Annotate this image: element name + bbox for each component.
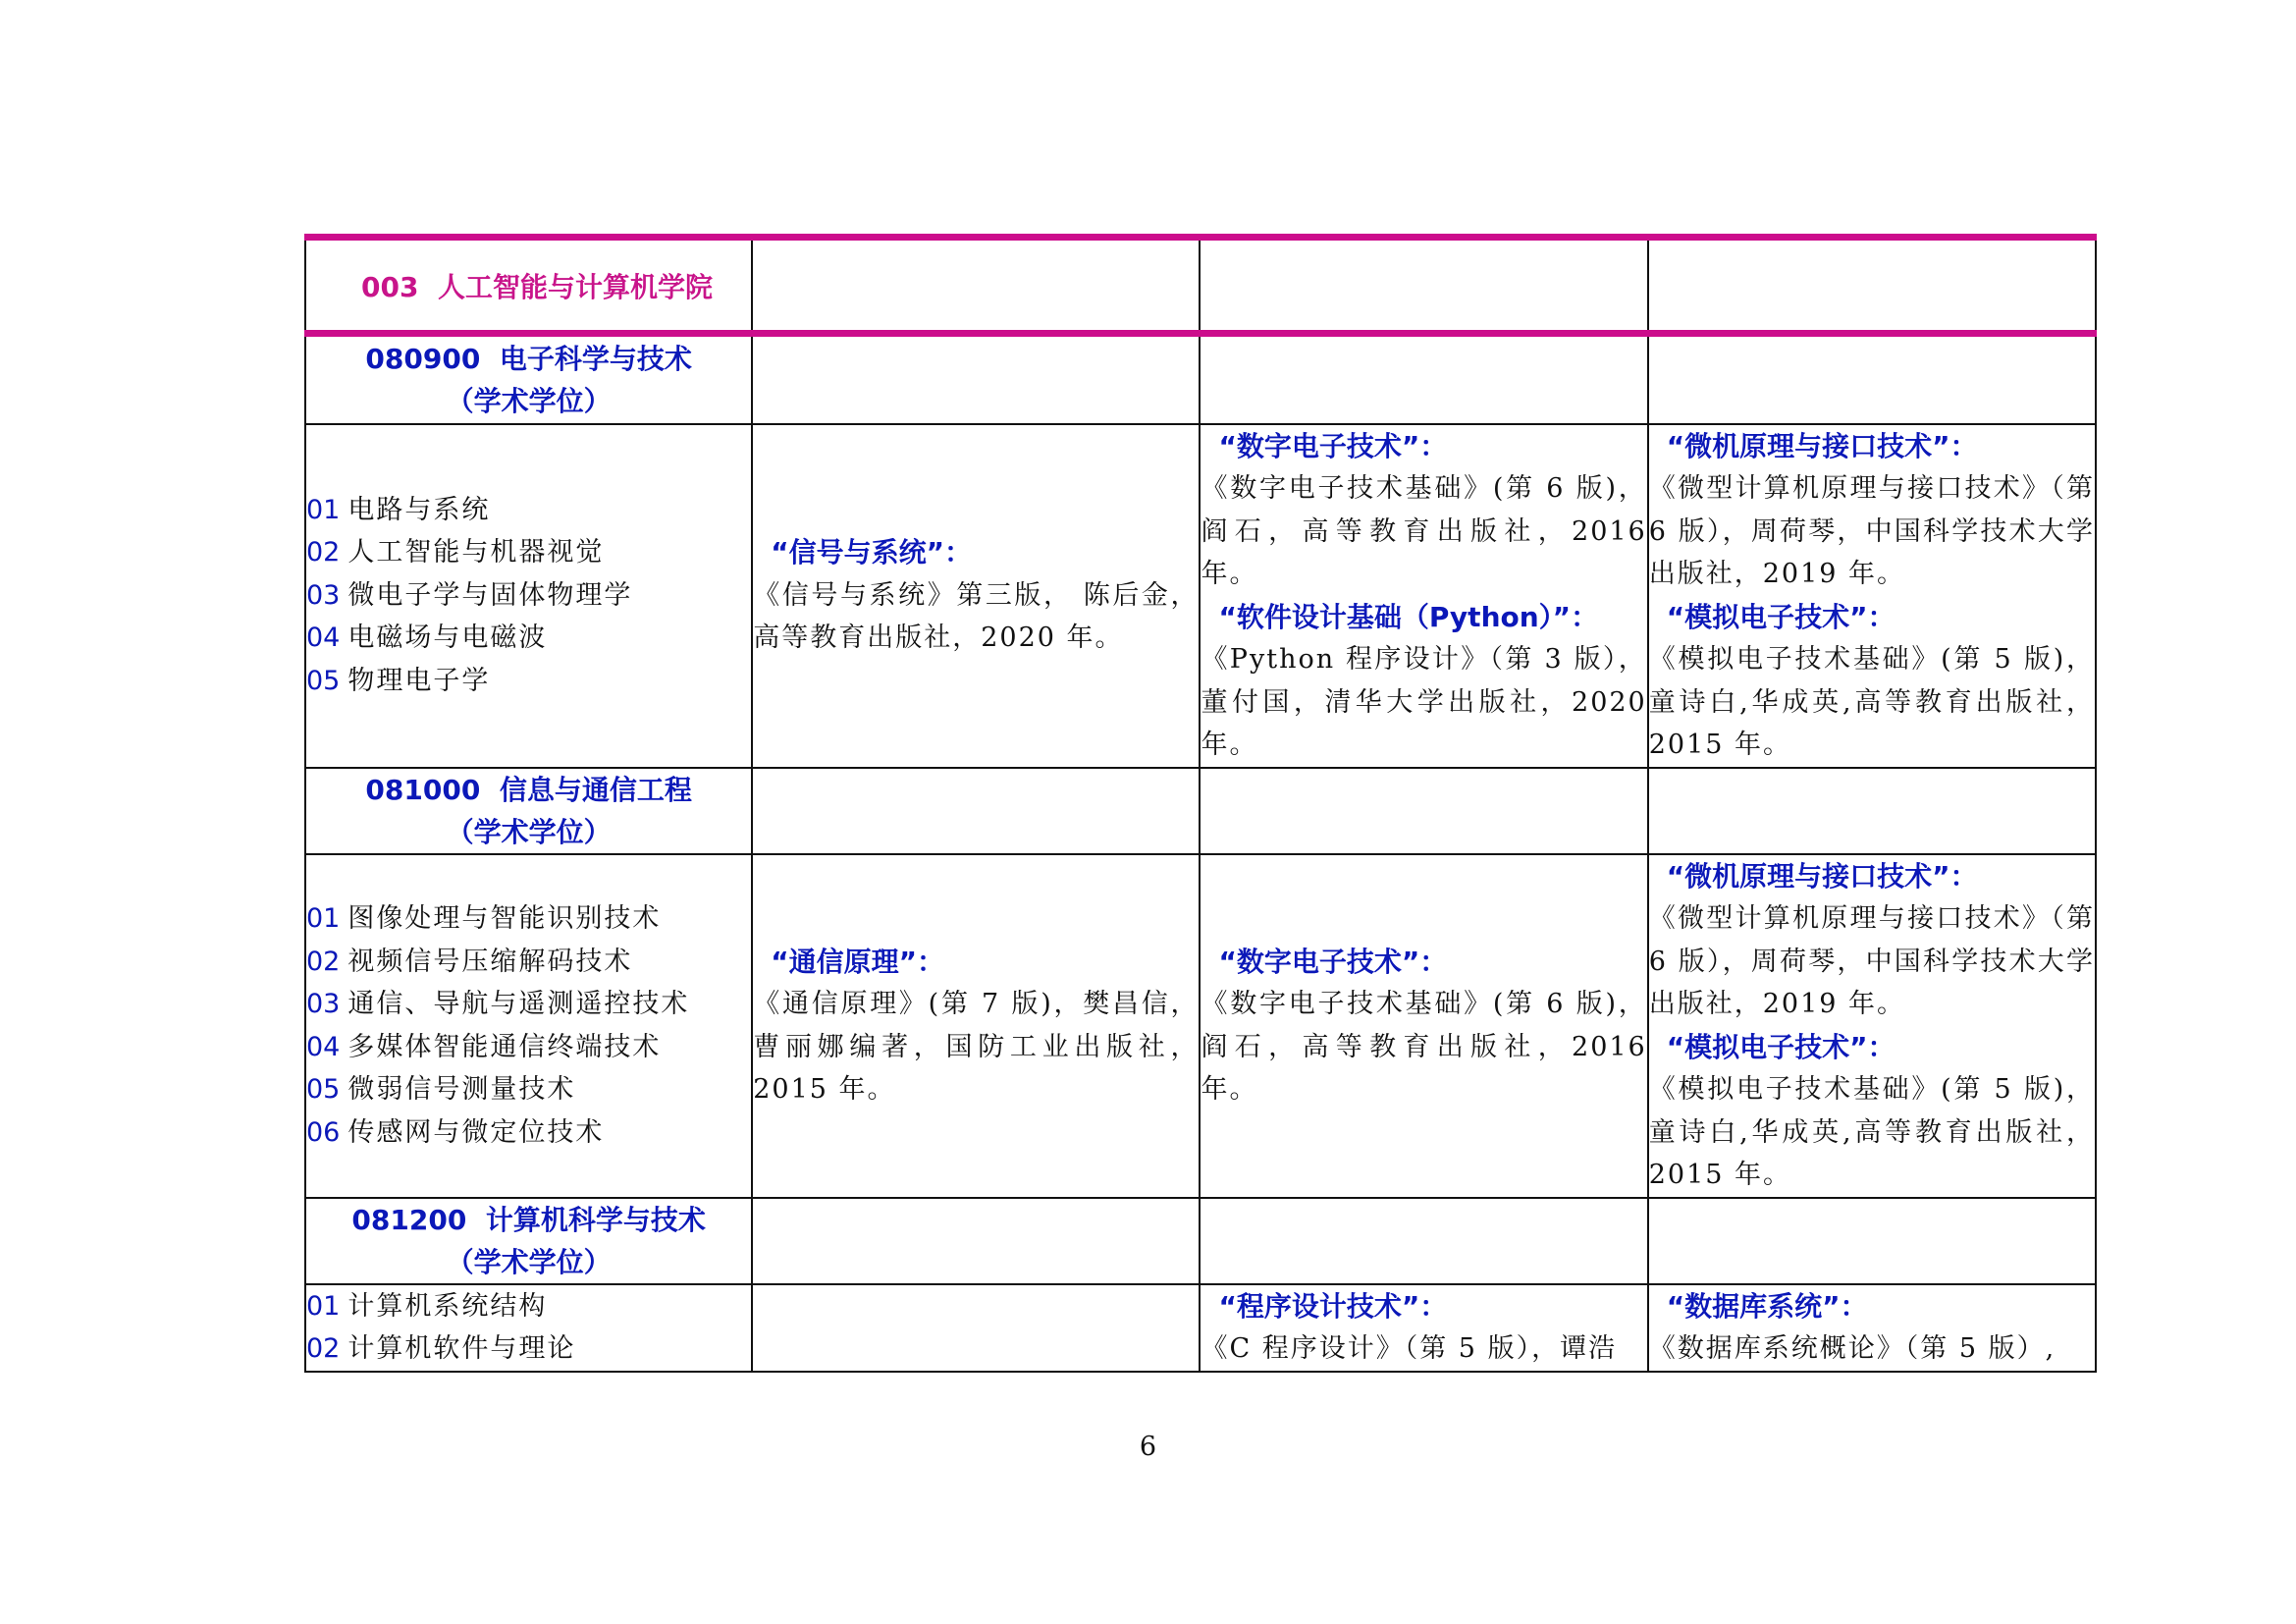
major-header-row (305, 768, 2096, 854)
direction-item: 02 计算机软件与理论 (306, 1333, 576, 1364)
direction-item: 01 电路与系统 (306, 494, 491, 525)
direction-item: 02 视频信号压缩解码技术 (306, 946, 633, 977)
reference-cell (1648, 854, 2096, 1198)
major-detail-row (305, 1284, 2096, 1372)
reference-text: 《信号与系统》第三版， 陈后金，高等教育出版社，2020 年。 (753, 579, 1200, 654)
subject-title: “模拟电子技术”： (1666, 1030, 1896, 1063)
reference-text: 《模拟电子技术基础》(第 5 版)，童诗白,华成英,高等教育出版社，2015 年。 (1648, 644, 2095, 760)
catalog-table (304, 234, 2097, 1373)
reference-text: 《模拟电子技术基础》(第 5 版)，童诗白,华成英,高等教育出版社，2015 年。 (1648, 1074, 2095, 1190)
subject-title: “模拟电子技术”： (1666, 600, 1896, 633)
direction-item: 04 电磁场与电磁波 (306, 623, 548, 654)
reference-cell (1648, 1284, 2096, 1372)
direction-item: 02 人工智能与机器视觉 (306, 537, 605, 568)
direction-list (305, 1284, 752, 1372)
direction-item: 01 计算机系统结构 (306, 1290, 548, 1322)
college-title: 003 人工智能与计算机学院 (305, 238, 752, 334)
subject-title: “数据库系统”： (1666, 1289, 1868, 1323)
reference-text: 《微型计算机原理与接口技术》（第 6 版），周荷琴，中国科学技术大学出版社，2019 年。 (1648, 473, 2095, 589)
reference-cell (1200, 1284, 1647, 1372)
reference-cell (752, 424, 1200, 768)
subject-title: “数字电子技术”： (1218, 429, 1448, 462)
reference-cell (1648, 424, 2096, 768)
direction-item: 04 多媒体智能通信终端技术 (306, 1031, 662, 1062)
reference-cell (1200, 424, 1647, 768)
subject-title: “微机原理与接口技术”： (1666, 429, 1978, 462)
major-title: 081000 信息与通信工程 （学术学位） (305, 768, 752, 854)
direction-list (305, 854, 752, 1198)
major-header-row (305, 334, 2096, 424)
reference-cell (752, 1284, 1200, 1372)
direction-list (305, 424, 752, 768)
direction-item: 03 微电子学与固体物理学 (306, 579, 633, 611)
reference-text: 《通信原理》(第 7 版)，樊昌信，曹丽娜编著，国防工业出版社，2015 年。 (753, 989, 1200, 1105)
reference-text: 《数据库系统概论》（第 5 版）, (1648, 1333, 2056, 1364)
subject-title: “信号与系统”： (771, 536, 973, 569)
major-title: 081200 计算机科学与技术 （学术学位） (305, 1198, 752, 1284)
subject-title: “软件设计基础（Python）”： (1218, 600, 1599, 633)
subject-title: “微机原理与接口技术”： (1666, 859, 1978, 893)
reference-cell (752, 854, 1200, 1198)
direction-item: 05 物理电子学 (306, 665, 491, 696)
direction-item: 01 图像处理与智能识别技术 (306, 903, 662, 934)
direction-item: 03 通信、导航与遥测遥控技术 (306, 989, 690, 1019)
direction-item: 06 传感网与微定位技术 (306, 1116, 605, 1148)
college-row (305, 238, 2096, 334)
direction-item: 05 微弱信号测量技术 (306, 1074, 576, 1105)
subject-title: “程序设计技术”： (1218, 1289, 1448, 1323)
reference-text: 《数字电子技术基础》(第 6 版)，阎石，高等教育出版社，2016 年。 (1201, 989, 1647, 1105)
major-detail-row (305, 854, 2096, 1198)
subject-title: “数字电子技术”： (1218, 945, 1448, 978)
major-detail-row (305, 424, 2096, 768)
reference-cell (1200, 854, 1647, 1198)
page-number: 6 (1139, 1432, 1157, 1462)
reference-text: 《Python 程序设计》（第 3 版），董付国，清华大学出版社，2020 年。 (1201, 644, 1647, 760)
reference-text: 《数字电子技术基础》(第 6 版)，阎石，高等教育出版社，2016 年。 (1201, 473, 1647, 589)
subject-title: “通信原理”： (771, 945, 945, 978)
major-title: 080900 电子科学与技术 （学术学位） (305, 334, 752, 424)
reference-text: 《C 程序设计》（第 5 版），谭浩 (1201, 1333, 1618, 1364)
major-header-row (305, 1198, 2096, 1284)
reference-text: 《微型计算机原理与接口技术》（第 6 版），周荷琴，中国科学技术大学出版社，2019 年。 (1648, 903, 2095, 1019)
